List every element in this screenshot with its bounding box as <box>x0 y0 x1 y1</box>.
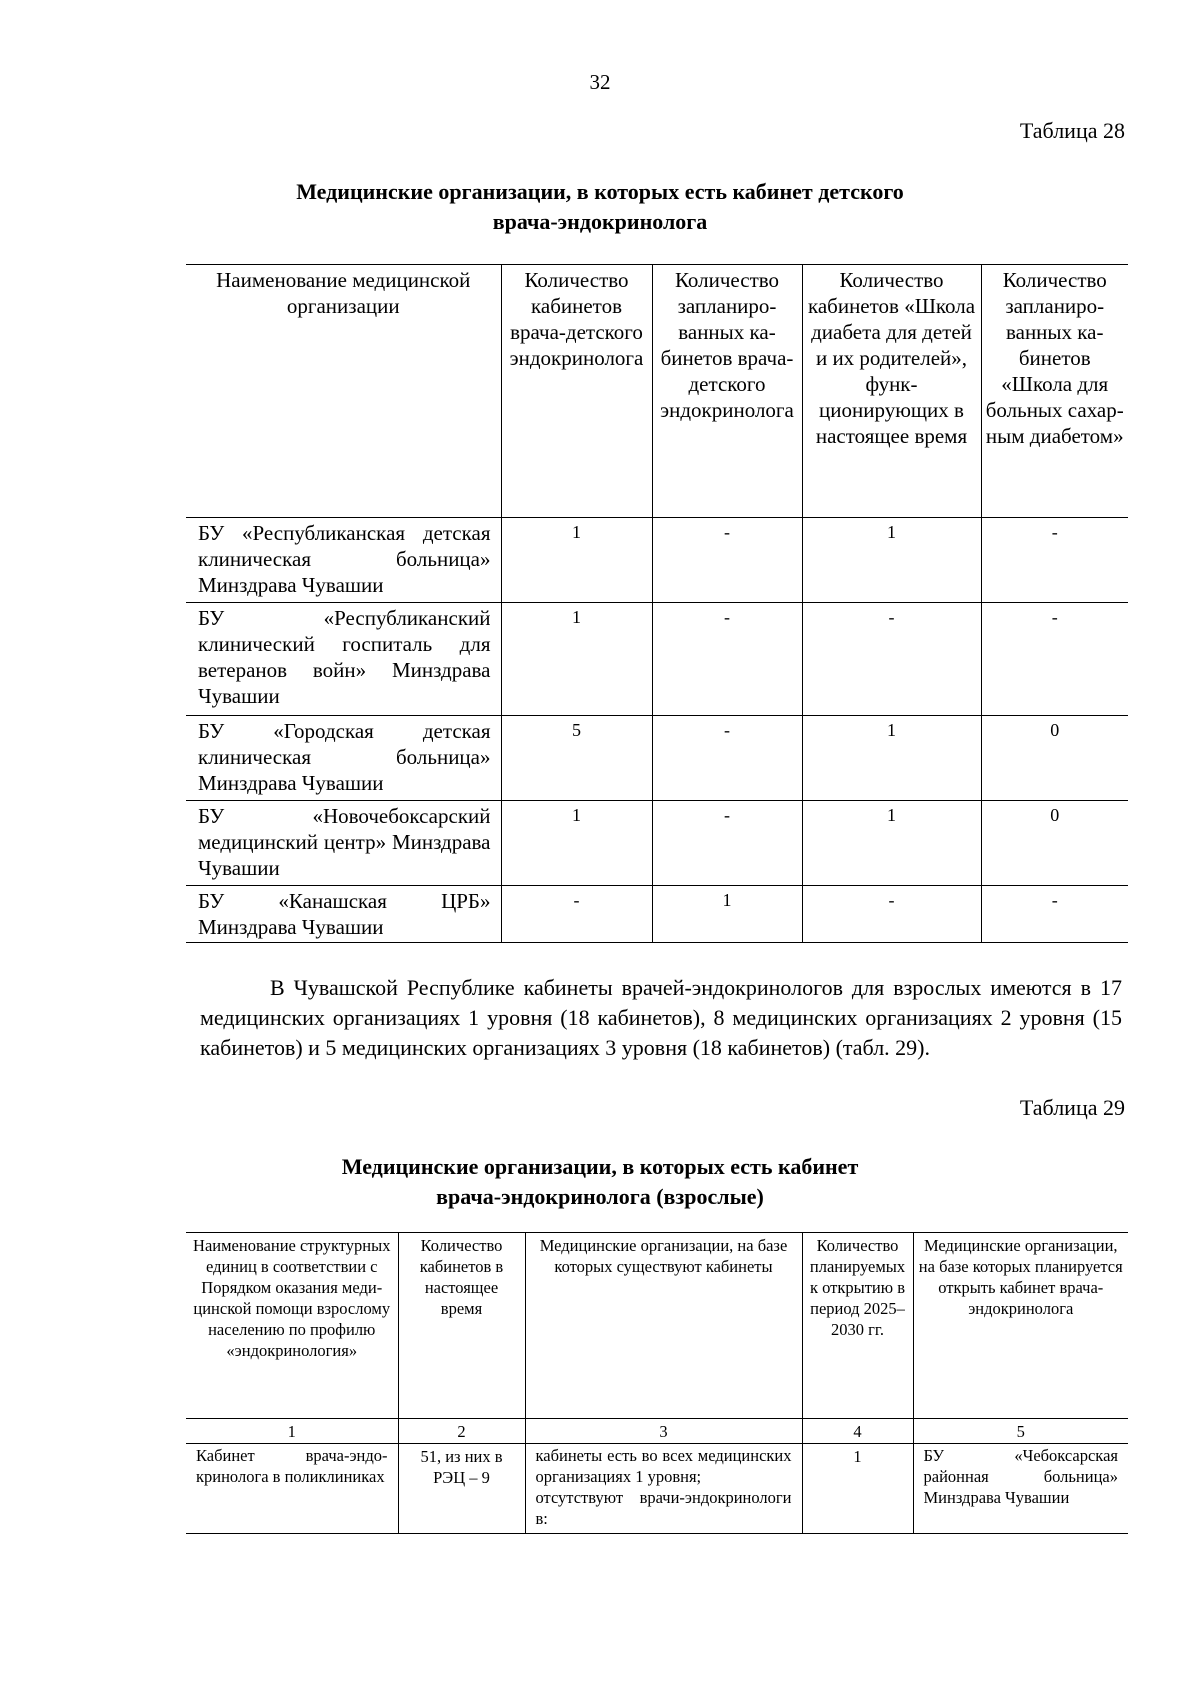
table-row <box>186 886 1128 943</box>
cell-value: 1 <box>501 801 652 886</box>
cell-value: - <box>652 603 802 716</box>
cell-value: - <box>652 716 802 801</box>
org-name: БУ «Республиканская детская клиническая больница» Минздрава Чувашии <box>186 518 501 603</box>
page-number: 32 <box>589 70 611 94</box>
column-number: 4 <box>802 1419 913 1444</box>
table-28-title <box>0 177 1200 237</box>
cell-value: - <box>802 603 981 716</box>
cell-value: - <box>652 518 802 603</box>
table-row <box>186 801 1128 886</box>
body-paragraph <box>200 973 1122 1063</box>
current-cabinets: 51, из них в РЭЦ – 9 <box>398 1444 525 1534</box>
header-planned-orgs: Медицинские организации, на базе которых планируется открыть кабинет врача-эндокринолога <box>913 1233 1128 1419</box>
cell-value: 1 <box>802 801 981 886</box>
table-row <box>186 603 1128 716</box>
table-29 <box>186 1232 1128 1534</box>
header-planned-cabinets: Количество запланированных кабинетов врача-детского эндокринолога <box>652 265 802 518</box>
cell-value: - <box>802 886 981 943</box>
existing-orgs-line1: кабинеты есть во всех медицинских организациях 1 уровня; <box>535 1446 792 1486</box>
cell-value: 1 <box>501 603 652 716</box>
paragraph-text: В Чувашской Республике кабинеты врачей-эндокринологов для взрослых имеются в 17 медицинских организациях 1 уровня (18 кабинетов), 8 медицинских организациях 2 уровня (15 кабинетов) и 5 медицинских организациях 3 уровня (18 кабинетов) (табл. 29). <box>200 975 1122 1060</box>
column-number: 1 <box>186 1419 398 1444</box>
existing-orgs-line2: отсутствуют врачи-эндокринологи в: <box>535 1488 792 1528</box>
table-29-title-line1: Медицинские организации, в которых есть кабинет <box>341 1154 859 1179</box>
column-number: 2 <box>398 1419 525 1444</box>
cell-value: - <box>981 886 1128 943</box>
header-planned-school-cabinets: Количество запланированных кабинетов «Школа для больных сахарным диабетом» <box>981 265 1128 518</box>
org-name: БУ «Республиканский клинический госпиталь для ветеранов войн» Минздрава Чувашии <box>186 603 501 716</box>
planned-count: 1 <box>802 1444 913 1534</box>
table-28-header-row <box>186 265 1128 518</box>
header-school-cabinets: Количество кабинетов «Школа диабета для детей и их родителей», функционирующих в настоящее время <box>802 265 981 518</box>
column-number: 3 <box>525 1419 802 1444</box>
table-28-label: Таблица 28 <box>1019 118 1125 143</box>
org-name: БУ «Городская детская клиническая больница» Минздрава Чувашии <box>186 716 501 801</box>
table-29-title-line2: врача-эндокринолога (взрослые) <box>436 1184 764 1209</box>
table-row <box>186 716 1128 801</box>
table-29-label: Таблица 29 <box>1019 1095 1125 1120</box>
cell-value: - <box>501 886 652 943</box>
org-name: БУ «Новочебоксарский медицинский центр» Минздрава Чувашии <box>186 801 501 886</box>
table-row <box>186 518 1128 603</box>
header-current-cabinets: Количество кабинетов в настоящее время <box>398 1233 525 1419</box>
table-28 <box>186 264 1128 943</box>
table-28-title-line1: Медицинские организации, в которых есть кабинет детского <box>296 179 904 204</box>
header-existing-orgs: Медицинские организации, на базе которых существуют кабинеты <box>525 1233 802 1419</box>
column-number: 5 <box>913 1419 1128 1444</box>
header-cabinets-count: Количество кабинетов врача-детского эндокринолога <box>501 265 652 518</box>
table-29-header-row <box>186 1233 1128 1419</box>
table-29-title <box>0 1152 1200 1212</box>
header-planned-count: Количество планируемых к открытию в период 2025–2030 гг. <box>802 1233 913 1419</box>
table-row <box>186 1444 1128 1534</box>
structural-unit: Кабинет врача-эндокринолога в поликлиниках <box>186 1444 398 1534</box>
cell-value: 5 <box>501 716 652 801</box>
cell-value: 0 <box>981 801 1128 886</box>
cell-value: 1 <box>501 518 652 603</box>
header-org-name: Наименование медицинской организации <box>186 265 501 518</box>
cell-value: 1 <box>802 518 981 603</box>
table-29-number-row <box>186 1419 1128 1444</box>
cell-value: - <box>981 603 1128 716</box>
header-structural-units: Наименование структурных единиц в соответствии с Порядком оказания медицинской помощи взрослому населению по профилю «эндокринология» <box>186 1233 398 1419</box>
existing-orgs <box>525 1444 802 1534</box>
cell-value: - <box>652 801 802 886</box>
cell-value: 0 <box>981 716 1128 801</box>
planned-orgs: БУ «Чебоксарская районная больница» Минздрава Чувашии <box>913 1444 1128 1534</box>
table-28-title-line2: врача-эндокринолога <box>492 209 708 234</box>
cell-value: 1 <box>652 886 802 943</box>
org-name: БУ «Канашская ЦРБ» Минздрава Чувашии <box>186 886 501 943</box>
cell-value: - <box>981 518 1128 603</box>
cell-value: 1 <box>802 716 981 801</box>
